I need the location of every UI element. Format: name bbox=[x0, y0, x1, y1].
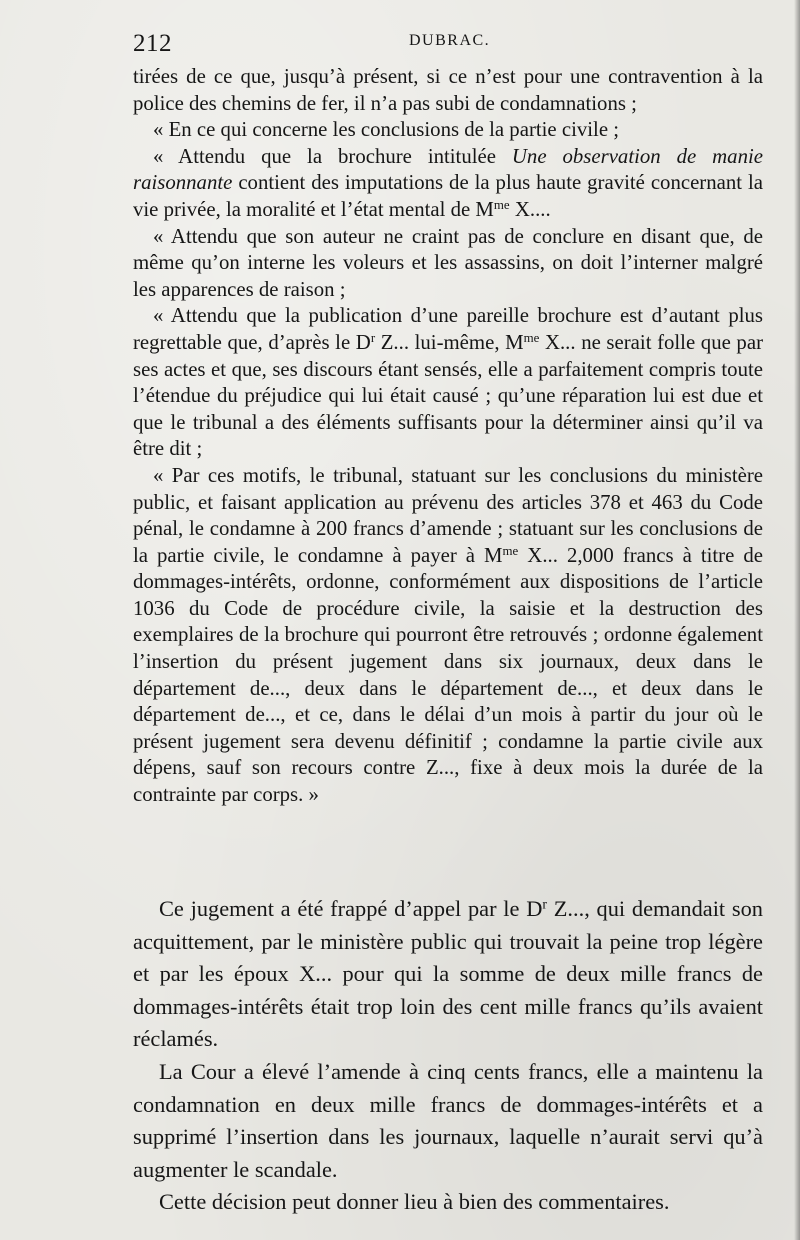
text-run: « Attendu que la publication d’une pareille brochure est d’autant plus regrettable que, d’après le D bbox=[133, 304, 763, 354]
page-edge-shadow bbox=[794, 0, 800, 1240]
text-run: « En ce qui concerne les conclusions de la partie civile ; bbox=[153, 118, 620, 142]
text-run: « Attendu que la brochure intitulée bbox=[153, 144, 512, 168]
superscript: me bbox=[493, 197, 510, 212]
text-run: Z..., qui demandait son acquittement, par le ministère public qui trouvait la peine trop légère et par les époux X... pour qui la somme de deux mille francs de dommages-intérêts était trop loin des cent mille francs qu’ils avaient réclamés. bbox=[133, 896, 763, 1052]
body-paragraph bbox=[133, 1186, 763, 1219]
superscript: me bbox=[502, 543, 519, 558]
text-run: contient des imputations de la plus haute gravité concernant la vie privée, la moralité et l’état mental de M bbox=[133, 171, 763, 221]
superscript: me bbox=[523, 330, 540, 345]
text-run: tirées de ce que, jusqu’à présent, si ce n’est pour une contravention à la police des chemins de fer, il n’a pas subi de condamnations ; bbox=[133, 65, 763, 115]
appeal-commentary bbox=[133, 893, 763, 1219]
quote-paragraph bbox=[133, 463, 763, 809]
quote-paragraph bbox=[133, 303, 763, 463]
text-run: Z... lui-même, M bbox=[375, 330, 524, 354]
quote-paragraph bbox=[133, 117, 763, 144]
italic-title: Une observation de manie raisonnante bbox=[133, 144, 763, 195]
body-paragraph bbox=[133, 893, 763, 1056]
text-run: Ce jugement a été frappé d’appel par le D bbox=[159, 896, 543, 921]
quote-paragraph bbox=[133, 64, 763, 117]
text-run: « Attendu que son auteur ne craint pas de conclure en disant que, de même qu’on interne les voleurs et les assassins, on doit l’interner malgré les apparences de raison ; bbox=[133, 224, 763, 301]
page-header bbox=[133, 28, 763, 62]
superscript: r bbox=[542, 897, 547, 913]
text-run: La Cour a élevé l’amende à cinq cents francs, elle a maintenu la condamnation en deux mille francs de dommages-intérêts et a supprimé l’insertion dans les journaux, laquelle n’aurait servi qu’à augmenter le scandale. bbox=[133, 1058, 763, 1182]
running-head: DUBRAC. bbox=[409, 32, 491, 49]
court-judgment-quote bbox=[133, 64, 763, 809]
text-run: X... ne serait folle que par ses actes et que, ses discours étant sensés, elle a parfaitement compris toute l’étendue du préjudice qui lui était causé ; qu’une réparation lui est due et que le tribunal a des éléments suffisants pour la déterminer ainsi qu’il va être dit ; bbox=[133, 330, 763, 461]
text-run: « Par ces motifs, le tribunal, statuant sur les conclusions du ministère public, et faisant application au prévenu des articles 378 et 463 du Code pénal, le condamne à 200 francs d’amende ; statuant sur les conclusions de la partie civile, le condamne à payer à M bbox=[133, 463, 763, 567]
body-paragraph bbox=[133, 1056, 763, 1186]
quote-paragraph bbox=[133, 144, 763, 224]
text-run: Cette décision peut donner lieu à bien des commentaires. bbox=[159, 1189, 670, 1215]
text-run: X.... bbox=[509, 197, 551, 221]
quote-paragraph bbox=[133, 224, 763, 304]
text-run: X... 2,000 francs à titre de dommages-intérêts, ordonne, conformément aux dispositions de l’article 1036 du Code de procédure civile, la saisie et la destruction des exemplaires de la brochure qui pourront être retrouvés ; ordonne également l’insertion du présent jugement dans six journaux, deux dans le département de..., deux dans le département de..., et deux dans le département de..., et ce, dans le délai d’un mois à partir du jour où le présent jugement sera devenu définitif ; condamne la partie civile aux dépens, sauf son recours contre Z..., fixe à deux mois la durée de la contrainte par corps. » bbox=[133, 543, 763, 807]
superscript: r bbox=[370, 330, 376, 345]
page-number: 212 bbox=[133, 30, 172, 57]
